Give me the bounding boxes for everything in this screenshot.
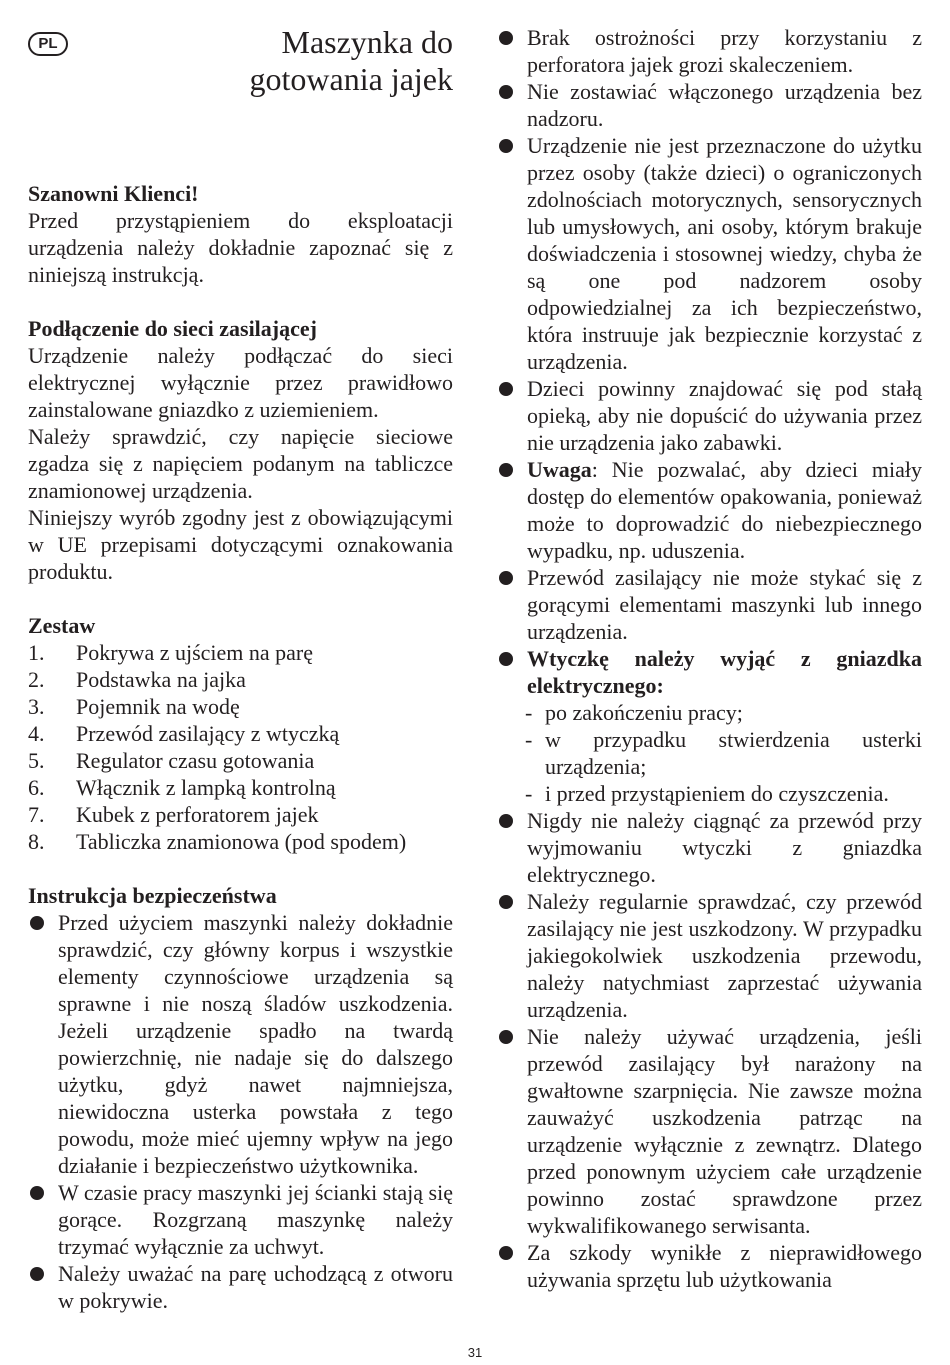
safety-bullet: W czasie pracy maszynki jej ścianki stają się gorące. Rozgrzaną maszynkę należy trzymać wyłącznie za uchwyt.	[28, 1179, 453, 1260]
warning-label: Uwaga	[527, 457, 592, 482]
safety-bullet: Urządzenie nie jest przeznaczone do użytku przez osoby (także dzieci) o ograniczonych zdolnościach motorycznych, sensorycznych lub umysłowych, ani osoby, którym brakuje doświadczenia i stosownej wiedzy, chyba że są one pod nadzorem osoby odpowiedzialnej za ich bezpieczeństwo, która instruuje jak bezpiecznie korzystać z urządzenia.	[497, 132, 922, 375]
safety-heading: Instrukcja bezpieczeństwa	[28, 883, 277, 908]
safety-bullet: Należy uważać na parę uchodzącą z otworu w pokrywie.	[28, 1260, 453, 1314]
safety-bullet: Wtyczkę należy wyjąć z gniazdka elektrycznego:	[497, 645, 922, 699]
safety-bullet: Brak ostrożności przy korzystaniu z perforatora jajek grozi skaleczeniem.	[497, 24, 922, 78]
bullet-icon	[499, 139, 513, 153]
bullet-icon	[499, 1030, 513, 1044]
list-item: 8. Tabliczka znamionowa (pod spodem)	[28, 829, 407, 854]
bullet-icon	[499, 895, 513, 909]
bullet-icon	[499, 382, 513, 396]
safety-bullet: Nigdy nie należy ciągnąć za przewód przy wyjmowaniu wtyczki z gniazdka elektrycznego.	[497, 807, 922, 888]
page-number: 31	[467, 1345, 483, 1360]
safety-bullet: Za szkody wynikłe z nieprawidłowego używania sprzętu lub użytkowania	[497, 1239, 922, 1293]
greeting: Szanowni Klienci!	[28, 181, 199, 206]
safety-bullet: Nie zostawiać włączonego urządzenia bez nadzoru.	[497, 78, 922, 132]
language-badge: PL	[28, 32, 68, 56]
power-heading: Podłączenie do sieci zasilającej	[28, 316, 317, 341]
bullet-icon	[30, 916, 44, 930]
safety-bullet: Uwaga: Nie pozwalać, aby dzieci miały dostęp do elementów opakowania, ponieważ może to doprowadzić do niebezpiecznego wypadku, np. uduszenia.	[497, 456, 922, 564]
left-column	[28, 24, 453, 1314]
safety-bullet: Przewód zasilający nie może stykać się z gorącymi elementami maszynki lub innego urządzenia.	[497, 564, 922, 645]
bullet-icon	[499, 463, 513, 477]
title-line-2: gotowania jajek	[249, 61, 453, 97]
safety-bullet: Dzieci powinny znajdować się pod stałą opieką, aby nie dopuścić do używania przez nie urządzenia jako zabawki.	[497, 375, 922, 456]
safety-bullet: Przed użyciem maszynki należy dokładnie sprawdzić, czy główny korpus i wszystkie elementy czynnościowe urządzenia są sprawne i nie noszą śladów uszkodzenia. Jeżeli urządzenie spadło na twardą powierzchnię, nie nadaje się do dalszego użytku, gdyż nawet najmniejsza, niewidoczna usterka powstała z tego powodu, może mieć ujemny wpływ na jego działanie i bezpieczeństwo użytkownika.	[28, 909, 453, 1179]
bullet-icon	[499, 85, 513, 99]
power-paragraph-3: Niniejszy wyrób zgodny jest z obowiązującymi w UE przepisami dotyczącymi oznakowania produktu.	[28, 505, 453, 584]
list-item: 2. Podstawka na jajka	[28, 667, 246, 692]
list-item: 3. Pojemnik na wodę	[28, 694, 240, 719]
power-paragraph-2: Należy sprawdzić, czy napięcie sieciowe zgadza się z napięciem podanym na tabliczce znamionowej urządzenia.	[28, 424, 453, 503]
list-item: 7. Kubek z perforatorem jajek	[28, 802, 319, 827]
list-item: 4. Przewód zasilający z wtyczką	[28, 721, 340, 746]
bullet-icon	[30, 1186, 44, 1200]
bullet-icon	[499, 652, 513, 666]
set-heading: Zestaw	[28, 613, 96, 638]
dash-item: - i przed przystąpieniem do czyszczenia.	[525, 781, 889, 806]
list-item: 6. Włącznik z lampką kontrolną	[28, 775, 336, 800]
dash-item: - po zakończeniu pracy;	[525, 700, 743, 725]
set-list	[28, 639, 453, 855]
list-item: 5. Regulator czasu gotowania	[28, 748, 315, 773]
safety-bullet: Należy regularnie sprawdzać, czy przewód zasilający nie jest uszkodzony. W przypadku jakiegokolwiek uszkodzenia przewodu, należy natychmiast zaprzestać używania urządzenia.	[497, 888, 922, 1023]
bullet-icon	[499, 1246, 513, 1260]
dash-item: - w przypadku stwierdzenia usterki urządzenia;	[525, 727, 922, 779]
bullet-icon	[30, 1267, 44, 1281]
list-item: 1. Pokrywa z ujściem na parę	[28, 640, 314, 665]
safety-bullet: Nie należy używać urządzenia, jeśli przewód zasilający był narażony na gwałtowne szarpnięcia. Nie zawsze można zauważyć uszkodzenia patrząc na urządzenie wyłącznie z zewnątrz. Dlatego przed ponownym użyciem całe urządzenie powinno zostać sprawdzone przez wykwalifikowanego serwisanta.	[497, 1023, 922, 1239]
page-title	[28, 24, 453, 98]
intro-paragraph: Przed przystąpieniem do eksploatacji urządzenia należy dokładnie zapoznać się z niniejszą instrukcją.	[28, 208, 453, 287]
right-column	[497, 24, 922, 1293]
bullet-icon	[499, 31, 513, 45]
power-paragraph-1: Urządzenie należy podłączać do sieci elektrycznej wyłącznie przez prawidłowo zainstalowane gniazdko z uziemieniem.	[28, 343, 453, 422]
bullet-icon	[499, 814, 513, 828]
bullet-icon	[499, 571, 513, 585]
title-line-1: Maszynka do	[281, 24, 453, 60]
